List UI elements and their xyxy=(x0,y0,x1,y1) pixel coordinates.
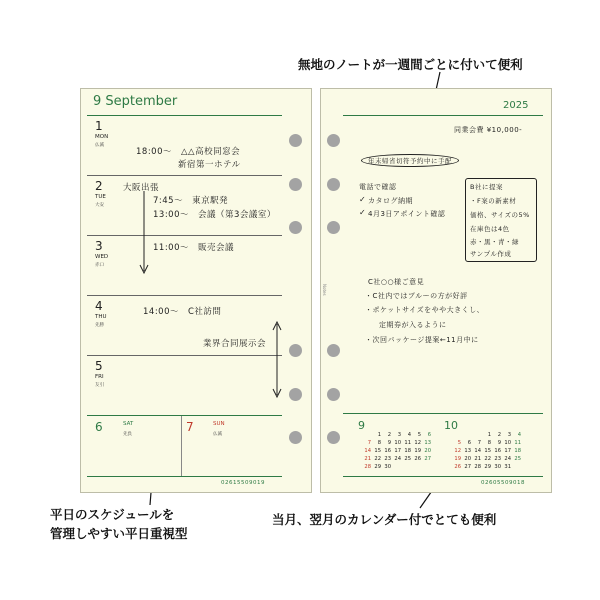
calendar-day: 20 xyxy=(424,448,431,454)
calendar-day: 29 xyxy=(374,464,381,470)
calendar-day: 27 xyxy=(424,456,431,462)
calendar-day: 27 xyxy=(464,464,471,470)
calendar-day: 4 xyxy=(517,432,521,438)
calendar-day: 26 xyxy=(454,464,461,470)
box-line-5: サンプル作成 xyxy=(470,250,512,258)
caption-bottom-right: 当月、翌月のカレンダー付でとても便利 xyxy=(272,512,497,527)
note-opinion-2: ・ポケットサイズをやや大きくし、 xyxy=(365,306,485,314)
calendar-day: 1 xyxy=(377,432,381,438)
day-1-rokuyo: 仏滅 xyxy=(95,143,104,148)
month-header: 9 September xyxy=(93,94,178,109)
calendar-day: 17 xyxy=(394,448,401,454)
calendar-day: 11 xyxy=(514,440,521,446)
day-4-number: 4 xyxy=(95,299,103,313)
calendar-day: 31 xyxy=(504,464,511,470)
calendar-day: 5 xyxy=(457,440,461,446)
calendar-day: 15 xyxy=(484,448,491,454)
sat-number: 6 xyxy=(95,420,103,434)
sat-rokuyo: 先負 xyxy=(123,432,132,437)
day-separator xyxy=(87,235,282,236)
box-line-3: 在庫色は4色 xyxy=(470,225,510,233)
calendar-day: 28 xyxy=(474,464,481,470)
left-page-weekly-schedule xyxy=(80,88,312,493)
calendar-day: 13 xyxy=(464,448,471,454)
calendar-day: 14 xyxy=(474,448,481,454)
note-check-1: カタログ納期 xyxy=(368,197,413,205)
note-check-2: 4月3日アポイント確認 xyxy=(368,210,446,218)
calendar-day: 8 xyxy=(377,440,381,446)
calendar-day: 25 xyxy=(514,456,521,462)
binder-hole xyxy=(327,344,340,357)
calendar-day: 12 xyxy=(454,448,461,454)
check-mark-1: ✓ xyxy=(359,195,367,204)
box-line-1: ・F案の新素材 xyxy=(470,197,517,205)
header-rule xyxy=(87,115,282,116)
note-tue-0: 大阪出張 xyxy=(123,183,160,193)
margin-label: Notes xyxy=(322,284,327,296)
caption-bottom-left-1: 平日のスケジュールを xyxy=(50,507,175,522)
note-budget: 同業会費 ¥10,000- xyxy=(454,126,523,134)
calendar-day: 9 xyxy=(387,440,391,446)
calendar-day: 6 xyxy=(467,440,471,446)
weekend-separator xyxy=(87,415,282,416)
note-wed-1: 11:00〜 販売会議 xyxy=(153,243,234,253)
binder-hole xyxy=(289,344,302,357)
footer-rule xyxy=(87,476,282,477)
day-separator xyxy=(87,295,282,296)
cal-oct-month: 10 xyxy=(444,419,458,432)
mini-calendar-october xyxy=(451,432,529,472)
day-5-number: 5 xyxy=(95,359,103,373)
note-opinion: C社○○様ご意見 xyxy=(368,278,425,286)
day-3-name: WED xyxy=(95,254,109,260)
note-phone: 電話で確認 xyxy=(359,183,397,191)
sun-rokuyo: 仏滅 xyxy=(213,432,222,437)
day-1-name: MON xyxy=(95,134,109,140)
product-code: 02615509019 xyxy=(221,480,265,486)
cal-sep-month: 9 xyxy=(358,419,365,432)
calendar-day: 1 xyxy=(487,432,491,438)
calendar-day: 2 xyxy=(497,432,501,438)
caption-top: 無地のノートが一週間ごとに付いて便利 xyxy=(298,57,523,72)
calendar-day: 23 xyxy=(494,456,501,462)
calendar-day: 21 xyxy=(474,456,481,462)
product-code: 02605509018 xyxy=(481,480,525,486)
day-2-name: TUE xyxy=(95,194,106,200)
calendar-day: 6 xyxy=(427,432,431,438)
calendar-day: 16 xyxy=(384,448,391,454)
binder-hole xyxy=(289,221,302,234)
binder-hole xyxy=(289,178,302,191)
calendar-day: 8 xyxy=(487,440,491,446)
arrow-tue-to-wed xyxy=(136,189,156,279)
calendar-top-rule xyxy=(343,413,543,414)
binder-hole xyxy=(289,134,302,147)
note-mon-1: 18:00〜 △△高校同窓会 xyxy=(136,147,241,157)
calendar-day: 24 xyxy=(504,456,511,462)
note-opinion-1: ・C社内ではブルーの方が好評 xyxy=(365,292,468,300)
mini-calendar-september xyxy=(361,432,433,472)
weekend-divider xyxy=(181,416,182,476)
calendar-day: 22 xyxy=(484,456,491,462)
calendar-day: 11 xyxy=(404,440,411,446)
calendar-day: 23 xyxy=(384,456,391,462)
calendar-day: 30 xyxy=(384,464,391,470)
calendar-day: 16 xyxy=(494,448,501,454)
calendar-day: 29 xyxy=(484,464,491,470)
day-3-rokuyo: 赤口 xyxy=(95,263,104,268)
header-rule xyxy=(343,115,543,116)
note-opinion-3: 定期券が入るように xyxy=(379,321,447,329)
calendar-day: 4 xyxy=(407,432,411,438)
day-5-name: FRI xyxy=(95,374,104,380)
binder-hole xyxy=(289,388,302,401)
calendar-day: 3 xyxy=(397,432,401,438)
calendar-day: 24 xyxy=(394,456,401,462)
calendar-day: 18 xyxy=(404,448,411,454)
calendar-day: 3 xyxy=(507,432,511,438)
calendar-day: 9 xyxy=(497,440,501,446)
calendar-day: 30 xyxy=(494,464,501,470)
calendar-day: 14 xyxy=(364,448,371,454)
calendar-day: 28 xyxy=(364,464,371,470)
calendar-day: 7 xyxy=(477,440,481,446)
note-thu-2: 業界合同展示会 xyxy=(203,339,267,349)
box-line-2: 価格、サイズの5% xyxy=(470,211,530,219)
note-thu-1: 14:00〜 C社訪問 xyxy=(143,307,222,317)
binder-hole xyxy=(327,431,340,444)
calendar-day: 13 xyxy=(424,440,431,446)
note-opinion-4: ・次回パッケージ提案←11月中に xyxy=(365,336,479,344)
calendar-day: 10 xyxy=(394,440,401,446)
day-separator xyxy=(87,355,282,356)
calendar-day: 26 xyxy=(414,456,421,462)
sat-name: SAT xyxy=(123,421,134,427)
note-circled: 年末帰省切符予約中に手配 xyxy=(361,154,459,167)
calendar-day: 20 xyxy=(464,456,471,462)
calendar-day: 2 xyxy=(387,432,391,438)
day-2-rokuyo: 大安 xyxy=(95,203,104,208)
calendar-day: 22 xyxy=(374,456,381,462)
day-4-name: THU xyxy=(95,314,107,320)
calendar-day: 21 xyxy=(364,456,371,462)
box-line-4: 赤・黒・青・緑 xyxy=(470,238,519,246)
day-5-rokuyo: 友引 xyxy=(95,383,104,388)
caption-bottom-left-2: 管理しやすい平日重視型 xyxy=(50,526,188,541)
note-tue-1: 7:45〜 東京駅発 xyxy=(153,196,229,206)
calendar-day: 17 xyxy=(504,448,511,454)
binder-hole xyxy=(327,134,340,147)
sun-name: SUN xyxy=(213,421,225,427)
binder-hole xyxy=(327,388,340,401)
note-tue-2: 13:00〜 会議（第3会議室） xyxy=(153,210,276,220)
footer-rule xyxy=(343,476,543,477)
binder-hole xyxy=(327,221,340,234)
proposal-box xyxy=(465,178,537,262)
check-mark-2: ✓ xyxy=(359,208,367,217)
binder-hole xyxy=(327,178,340,191)
day-separator xyxy=(87,175,282,176)
day-1-number: 1 xyxy=(95,119,103,133)
year-header: 2025 xyxy=(503,100,529,111)
calendar-day: 12 xyxy=(414,440,421,446)
calendar-day: 15 xyxy=(374,448,381,454)
calendar-day: 25 xyxy=(404,456,411,462)
calendar-day: 10 xyxy=(504,440,511,446)
sun-number: 7 xyxy=(186,420,194,434)
note-mon-2: 新宿第一ホテル xyxy=(178,160,241,170)
binder-hole xyxy=(289,431,302,444)
calendar-day: 18 xyxy=(514,448,521,454)
box-title: B社に提案 xyxy=(470,183,503,191)
day-4-rokuyo: 先勝 xyxy=(95,323,104,328)
calendar-day: 19 xyxy=(414,448,421,454)
day-2-number: 2 xyxy=(95,179,103,193)
day-3-number: 3 xyxy=(95,239,103,253)
arrow-thu-to-fri xyxy=(269,321,285,399)
calendar-day: 5 xyxy=(417,432,421,438)
calendar-day: 19 xyxy=(454,456,461,462)
calendar-day: 7 xyxy=(367,440,371,446)
right-page-notes xyxy=(320,88,552,493)
